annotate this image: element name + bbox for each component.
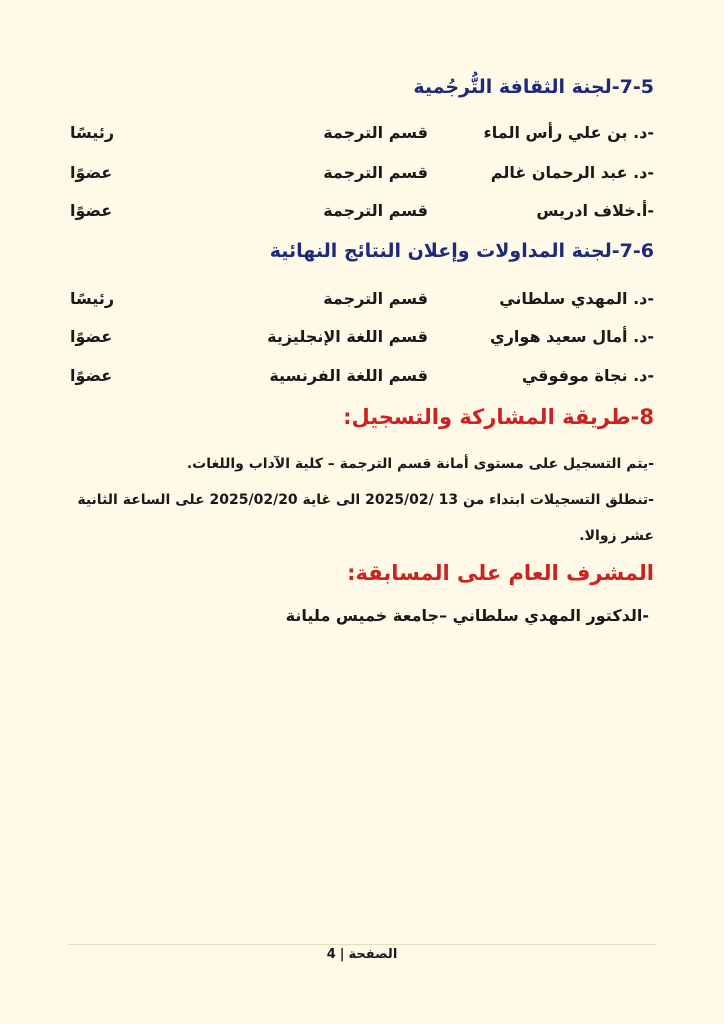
member-name: -د. بن علي رأس الماء — [483, 123, 654, 142]
member-row — [70, 366, 654, 390]
section-heading-deliberations: 7-6-لجنة المداولات وإعلان النتائج النهائية — [269, 240, 654, 262]
member-row — [70, 163, 654, 187]
page-separator: | — [339, 947, 345, 962]
section-heading-registration: 8-طريقة المشاركة والتسجيل: — [343, 405, 654, 429]
member-name: -أ.خلاف ادريس — [536, 201, 654, 220]
page-footer — [0, 947, 724, 962]
member-row — [70, 327, 654, 351]
member-name: -د. المهدي سلطاني — [499, 289, 654, 308]
section-heading-translation-culture: 7-5-لجنة الثقافة التُّرجُمية — [413, 76, 654, 98]
supervisor-text: -الدكتور المهدي سلطاني –جامعة خميس مليانة — [285, 606, 649, 625]
member-role: عضوًا — [70, 163, 113, 182]
member-dept: قسم الترجمة — [323, 163, 428, 182]
member-role: عضوًا — [70, 327, 113, 346]
page-number: 4 — [326, 947, 336, 962]
member-row — [70, 123, 654, 147]
member-dept: قسم الترجمة — [323, 289, 428, 308]
footer-divider — [68, 944, 656, 945]
registration-dates-text: -تنطلق التسجيلات ابتداء من 13 /2025/02 الى غاية 2025/02/20 على الساعة الثانية عشر زوالا. — [77, 492, 654, 544]
member-dept: قسم الترجمة — [323, 123, 428, 142]
member-name: -د. نجاة موفوقي — [521, 366, 654, 385]
member-role: عضوًا — [70, 366, 113, 385]
section-heading-supervisor: المشرف العام على المسابقة: — [347, 561, 654, 585]
member-role: رئيسًا — [70, 289, 115, 308]
member-name: -د. أمال سعيد هواري — [490, 327, 654, 346]
member-role: رئيسًا — [70, 123, 115, 142]
member-dept: قسم اللغة الإنجليزية — [267, 327, 428, 346]
member-row — [70, 289, 654, 313]
member-role: عضوًا — [70, 201, 113, 220]
page-label: الصفحة — [348, 947, 398, 962]
member-dept: قسم اللغة الفرنسية — [269, 366, 428, 385]
member-dept: قسم الترجمة — [323, 201, 428, 220]
member-row — [70, 201, 654, 225]
member-name: -د. عبد الرحمان غالم — [490, 163, 654, 182]
registration-location-text: -يتم التسجيل على مستوى أمانة قسم الترجمة – كلية الآداب واللغات. — [186, 456, 654, 472]
